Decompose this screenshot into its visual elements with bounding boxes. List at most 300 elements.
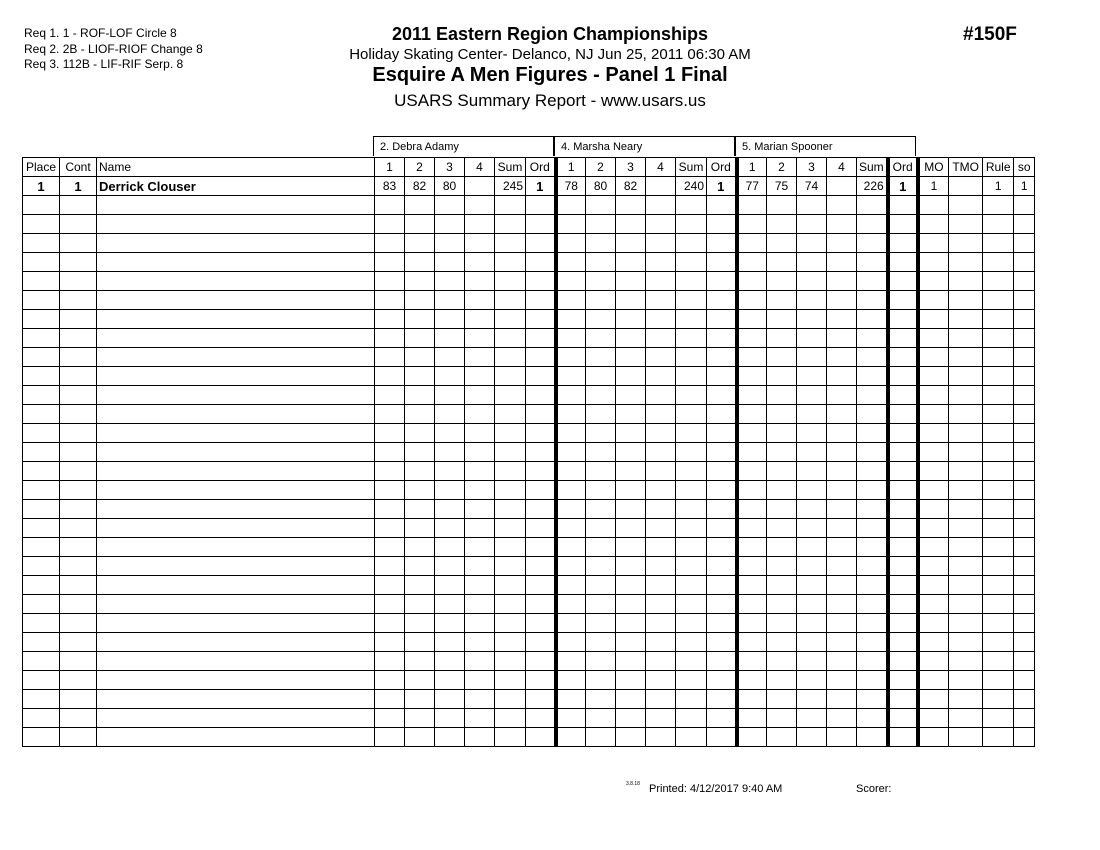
table-cell: [767, 310, 797, 329]
table-cell: [405, 633, 435, 652]
empty-row: [23, 614, 1035, 633]
table-cell: [556, 576, 586, 595]
table-cell: [888, 576, 918, 595]
table-cell: [767, 405, 797, 424]
table-cell: [465, 291, 495, 310]
table-cell: [60, 405, 97, 424]
table-cell: [495, 367, 526, 386]
table-cell: [526, 709, 556, 728]
table-cell: [616, 595, 646, 614]
table-cell: [586, 424, 616, 443]
table-cell: [737, 690, 767, 709]
table-cell: [737, 481, 767, 500]
table-cell: [983, 709, 1014, 728]
empty-row: [23, 633, 1035, 652]
table-cell: [949, 348, 983, 367]
table-cell: [767, 728, 797, 747]
table-cell: [983, 576, 1014, 595]
table-cell: [707, 633, 737, 652]
table-cell: [646, 595, 676, 614]
table-cell: [495, 405, 526, 424]
column-header: 1: [556, 158, 586, 177]
table-cell: [676, 310, 707, 329]
table-cell: [676, 196, 707, 215]
table-cell: [983, 595, 1014, 614]
table-cell: [586, 652, 616, 671]
table-cell: [737, 215, 767, 234]
table-cell: [495, 196, 526, 215]
table-cell: [1014, 196, 1035, 215]
table-cell: [1014, 595, 1035, 614]
table-cell: [375, 690, 405, 709]
table-cell: 1: [23, 177, 60, 196]
table-cell: [918, 272, 949, 291]
table-cell: [676, 272, 707, 291]
table-cell: [375, 310, 405, 329]
table-cell: [375, 519, 405, 538]
table-cell: [827, 519, 857, 538]
table-cell: [1014, 272, 1035, 291]
table-cell: [983, 424, 1014, 443]
table-cell: [60, 386, 97, 405]
table-cell: [556, 538, 586, 557]
table-cell: 1: [918, 177, 949, 196]
table-cell: [676, 443, 707, 462]
table-cell: [375, 386, 405, 405]
table-cell: [435, 595, 465, 614]
table-cell: [23, 367, 60, 386]
table-cell: [646, 367, 676, 386]
table-cell: [737, 671, 767, 690]
table-cell: [616, 462, 646, 481]
table-cell: [888, 728, 918, 747]
table-cell: [23, 519, 60, 538]
table-cell: [465, 367, 495, 386]
table-cell: [435, 272, 465, 291]
table-cell: [586, 576, 616, 595]
table-cell: [983, 386, 1014, 405]
table-cell: [616, 234, 646, 253]
table-cell: [586, 481, 616, 500]
table-cell: [918, 329, 949, 348]
table-cell: [23, 272, 60, 291]
table-cell: [646, 652, 676, 671]
table-cell: [23, 614, 60, 633]
table-cell: [767, 519, 797, 538]
table-cell: [737, 386, 767, 405]
table-cell: [767, 709, 797, 728]
judge-header-1: 2. Debra Adamy: [373, 136, 554, 156]
table-cell: [495, 481, 526, 500]
report-title: USARS Summary Report - www.usars.us: [394, 91, 706, 110]
table-cell: [857, 538, 888, 557]
table-cell: [616, 424, 646, 443]
table-cell: [495, 329, 526, 348]
table-cell: [918, 215, 949, 234]
empty-row: [23, 481, 1035, 500]
table-cell: [827, 614, 857, 633]
table-cell: [435, 519, 465, 538]
table-cell: [616, 291, 646, 310]
table-cell: [888, 386, 918, 405]
table-cell: [646, 690, 676, 709]
table-cell: 80: [586, 177, 616, 196]
table-cell: [857, 348, 888, 367]
empty-row: [23, 538, 1035, 557]
table-cell: [707, 728, 737, 747]
requirement-3: Req 3. 112B - LIF-RIF Serp. 8: [24, 57, 184, 71]
table-cell: [827, 405, 857, 424]
table-cell: [1014, 500, 1035, 519]
table-cell: [646, 405, 676, 424]
table-cell: [405, 310, 435, 329]
table-cell: [676, 595, 707, 614]
table-cell: [857, 690, 888, 709]
table-cell: [827, 253, 857, 272]
table-cell: [97, 728, 375, 747]
table-cell: [827, 595, 857, 614]
table-cell: [827, 291, 857, 310]
table-cell: [60, 728, 97, 747]
event-venue-date: Holiday Skating Center- Delanco, NJ Jun 25, 2011 06:30 AM: [349, 46, 751, 63]
table-cell: [435, 728, 465, 747]
table-cell: [646, 177, 676, 196]
table-cell: [465, 272, 495, 291]
table-cell: [646, 215, 676, 234]
table-cell: [465, 348, 495, 367]
table-cell: [767, 614, 797, 633]
table-cell: [646, 253, 676, 272]
table-cell: [857, 576, 888, 595]
table-cell: [918, 576, 949, 595]
table-cell: [375, 576, 405, 595]
table-cell: [60, 709, 97, 728]
table-cell: [983, 462, 1014, 481]
table-cell: 82: [405, 177, 435, 196]
table-cell: [97, 291, 375, 310]
table-cell: [949, 557, 983, 576]
table-cell: [495, 348, 526, 367]
table-cell: [586, 500, 616, 519]
table-cell: [616, 519, 646, 538]
table-cell: [857, 633, 888, 652]
table-cell: [495, 595, 526, 614]
table-cell: [797, 196, 827, 215]
table-cell: [60, 557, 97, 576]
table-cell: [827, 500, 857, 519]
table-cell: [405, 652, 435, 671]
table-cell: [1014, 215, 1035, 234]
table-cell: [556, 690, 586, 709]
table-cell: [767, 671, 797, 690]
table-cell: [767, 215, 797, 234]
software-version: 3.8.18: [626, 781, 640, 787]
table-cell: [1014, 367, 1035, 386]
table-cell: [23, 405, 60, 424]
table-cell: [556, 196, 586, 215]
table-cell: [435, 310, 465, 329]
table-cell: [676, 234, 707, 253]
table-cell: [405, 272, 435, 291]
table-cell: [737, 367, 767, 386]
table-cell: [465, 215, 495, 234]
table-cell: [465, 424, 495, 443]
table-cell: [1014, 709, 1035, 728]
table-cell: [827, 671, 857, 690]
table-cell: [97, 595, 375, 614]
table-cell: [918, 310, 949, 329]
table-cell: [918, 348, 949, 367]
table-cell: [1014, 728, 1035, 747]
table-cell: [857, 329, 888, 348]
table-cell: [707, 595, 737, 614]
table-cell: [405, 291, 435, 310]
table-cell: [526, 367, 556, 386]
table-cell: [857, 462, 888, 481]
table-cell: [827, 481, 857, 500]
table-cell: [60, 576, 97, 595]
table-cell: [405, 519, 435, 538]
table-cell: Derrick Clouser: [97, 177, 375, 196]
table-cell: [375, 424, 405, 443]
table-cell: [526, 196, 556, 215]
table-cell: 82: [616, 177, 646, 196]
table-cell: [60, 196, 97, 215]
table-cell: [949, 386, 983, 405]
table-cell: [707, 481, 737, 500]
table-cell: [888, 652, 918, 671]
empty-row: [23, 196, 1035, 215]
table-cell: [375, 215, 405, 234]
table-cell: [676, 576, 707, 595]
table-cell: [23, 481, 60, 500]
table-cell: [949, 424, 983, 443]
column-header: Ord: [526, 158, 556, 177]
table-cell: [949, 519, 983, 538]
table-cell: [495, 671, 526, 690]
table-cell: [97, 367, 375, 386]
table-cell: [556, 671, 586, 690]
table-cell: [60, 367, 97, 386]
table-cell: [556, 614, 586, 633]
table-cell: [97, 557, 375, 576]
table-cell: [737, 519, 767, 538]
table-cell: [857, 557, 888, 576]
table-cell: [586, 272, 616, 291]
table-cell: [526, 557, 556, 576]
table-cell: [495, 234, 526, 253]
table-cell: [556, 709, 586, 728]
table-cell: [405, 462, 435, 481]
table-cell: [797, 310, 827, 329]
table-cell: [918, 196, 949, 215]
table-cell: [465, 329, 495, 348]
table-cell: [375, 652, 405, 671]
table-cell: 240: [676, 177, 707, 196]
table-cell: [465, 386, 495, 405]
table-cell: [23, 234, 60, 253]
table-cell: [949, 728, 983, 747]
table-cell: [495, 690, 526, 709]
table-cell: [857, 481, 888, 500]
table-cell: [949, 196, 983, 215]
table-cell: [495, 633, 526, 652]
judge-header-2: 4. Marsha Neary: [554, 136, 735, 156]
table-cell: [435, 405, 465, 424]
table-cell: [797, 500, 827, 519]
table-cell: [556, 519, 586, 538]
table-cell: [465, 709, 495, 728]
table-cell: [97, 272, 375, 291]
empty-row: [23, 576, 1035, 595]
table-cell: [646, 310, 676, 329]
table-cell: [797, 348, 827, 367]
table-cell: [767, 576, 797, 595]
table-cell: [918, 291, 949, 310]
table-cell: [405, 386, 435, 405]
table-cell: [495, 519, 526, 538]
table-cell: [737, 234, 767, 253]
table-cell: [767, 481, 797, 500]
table-cell: [797, 272, 827, 291]
table-cell: [465, 177, 495, 196]
table-cell: 75: [767, 177, 797, 196]
table-cell: 1: [983, 177, 1014, 196]
table-cell: [737, 728, 767, 747]
table-cell: [827, 234, 857, 253]
table-cell: [983, 291, 1014, 310]
table-cell: [495, 538, 526, 557]
table-cell: [767, 196, 797, 215]
table-cell: [676, 519, 707, 538]
table-cell: [767, 538, 797, 557]
table-cell: [616, 329, 646, 348]
table-cell: [983, 234, 1014, 253]
table-cell: [1014, 519, 1035, 538]
table-cell: [767, 652, 797, 671]
table-cell: [435, 367, 465, 386]
table-cell: [495, 652, 526, 671]
table-cell: [23, 196, 60, 215]
table-cell: [646, 272, 676, 291]
table-cell: [918, 462, 949, 481]
table-cell: [737, 405, 767, 424]
table-cell: [1014, 405, 1035, 424]
table-cell: [435, 196, 465, 215]
table-cell: [375, 443, 405, 462]
table-cell: [435, 215, 465, 234]
table-cell: [983, 690, 1014, 709]
table-cell: [556, 443, 586, 462]
requirement-2: Req 2. 2B - LIOF-RIOF Change 8: [24, 41, 203, 56]
table-cell: [707, 443, 737, 462]
table-cell: [375, 538, 405, 557]
table-cell: [888, 557, 918, 576]
table-cell: [827, 177, 857, 196]
table-cell: [465, 196, 495, 215]
table-cell: [465, 595, 495, 614]
judge-header-3: 5. Marian Spooner: [735, 136, 916, 156]
table-cell: [97, 576, 375, 595]
table-cell: [60, 443, 97, 462]
table-cell: [556, 405, 586, 424]
table-cell: [827, 709, 857, 728]
table-cell: [97, 424, 375, 443]
table-cell: [983, 329, 1014, 348]
table-cell: [526, 272, 556, 291]
table-cell: [60, 690, 97, 709]
table-cell: [405, 405, 435, 424]
table-cell: [405, 538, 435, 557]
table-cell: [1014, 481, 1035, 500]
table-cell: [435, 633, 465, 652]
table-cell: [616, 671, 646, 690]
table-cell: [375, 595, 405, 614]
column-header: 1: [737, 158, 767, 177]
table-cell: [857, 196, 888, 215]
table-cell: [949, 215, 983, 234]
table-cell: [586, 405, 616, 424]
table-cell: [435, 291, 465, 310]
table-cell: [767, 367, 797, 386]
table-cell: [405, 443, 435, 462]
table-cell: [707, 253, 737, 272]
table-cell: [97, 386, 375, 405]
table-cell: [405, 215, 435, 234]
table-cell: [767, 329, 797, 348]
table-cell: 245: [495, 177, 526, 196]
table-cell: [857, 671, 888, 690]
table-cell: [797, 291, 827, 310]
table-cell: [1014, 671, 1035, 690]
table-cell: [616, 633, 646, 652]
table-cell: [707, 652, 737, 671]
table-cell: [60, 614, 97, 633]
table-cell: [375, 272, 405, 291]
table-cell: [465, 253, 495, 272]
table-cell: [60, 424, 97, 443]
table-cell: [405, 329, 435, 348]
table-cell: [616, 348, 646, 367]
table-cell: [676, 671, 707, 690]
table-cell: [97, 253, 375, 272]
table-cell: [737, 196, 767, 215]
table-cell: [97, 709, 375, 728]
table-cell: [797, 481, 827, 500]
column-header: Sum: [676, 158, 707, 177]
table-cell: [737, 557, 767, 576]
table-cell: [888, 595, 918, 614]
table-cell: [918, 690, 949, 709]
table-cell: [586, 253, 616, 272]
table-cell: [60, 671, 97, 690]
table-cell: [827, 690, 857, 709]
table-cell: [918, 405, 949, 424]
table-cell: [827, 538, 857, 557]
table-cell: [495, 443, 526, 462]
table-cell: [526, 519, 556, 538]
table-cell: [375, 728, 405, 747]
table-cell: [797, 462, 827, 481]
table-cell: [676, 367, 707, 386]
table-cell: [983, 481, 1014, 500]
empty-row: [23, 405, 1035, 424]
table-cell: 1: [60, 177, 97, 196]
table-cell: [707, 576, 737, 595]
table-cell: [616, 405, 646, 424]
table-cell: [1014, 424, 1035, 443]
table-cell: [737, 576, 767, 595]
